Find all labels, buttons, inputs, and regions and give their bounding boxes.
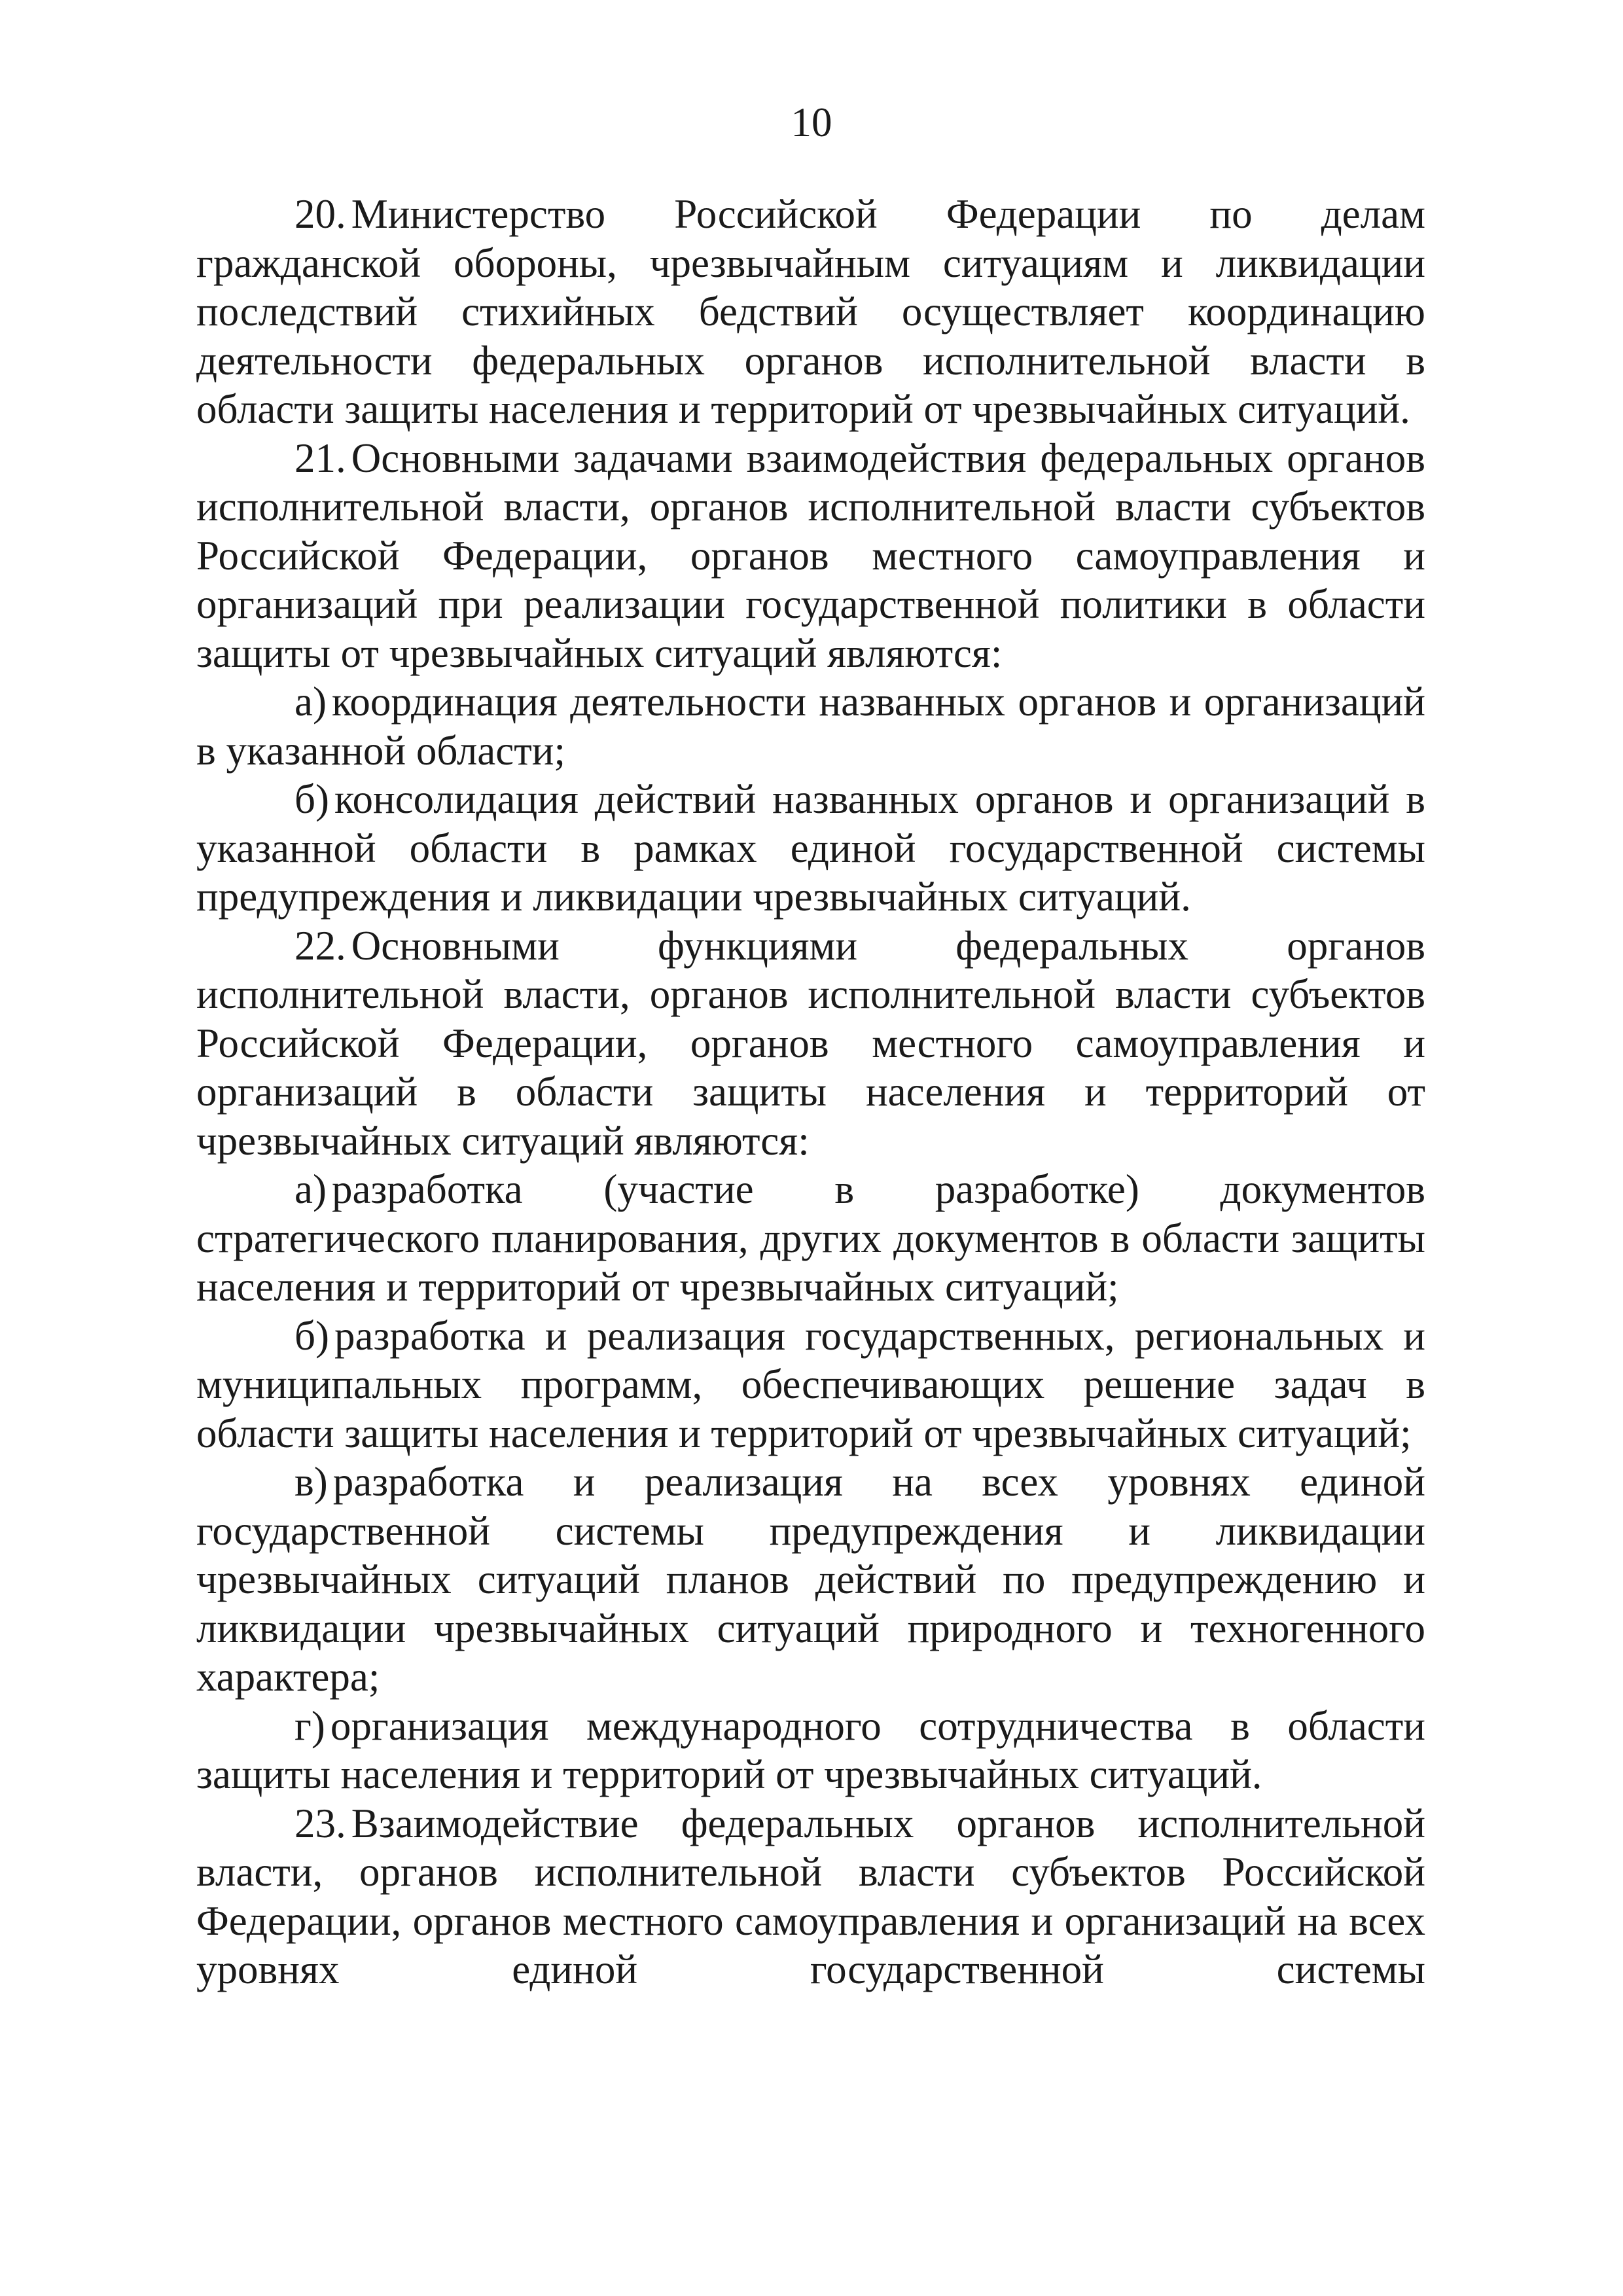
paragraph-text: Основными функциями федеральных органов исполнительной власти, органов исполнительной власти субъектов Российской Федерации, органов местного самоуправления и организаций в области защиты населения и территорий от чрезвычайных ситуаций являются: bbox=[196, 922, 1425, 1164]
list-item-22d bbox=[196, 1702, 1425, 1799]
list-item-text: координация деятельности названных органов и организаций в указанной области; bbox=[196, 679, 1425, 774]
paragraph-22 bbox=[196, 922, 1425, 1166]
list-item-label: в) bbox=[294, 1459, 328, 1505]
paragraph-21 bbox=[196, 434, 1425, 678]
paragraph-text: Основными задачами взаимодействия федеральных органов исполнительной власти, органов исполнительной власти субъектов Российской Федерации, органов местного самоуправления и организаций при реализации государственной политики в области защиты от чрезвычайных ситуаций являются: bbox=[196, 435, 1425, 676]
list-item-label: а) bbox=[294, 1166, 327, 1212]
list-item-21b bbox=[196, 775, 1425, 922]
list-item-21a bbox=[196, 677, 1425, 775]
list-item-text: организация международного сотрудничества в области защиты населения и территорий от чрезвычайных ситуаций. bbox=[196, 1702, 1425, 1797]
list-item-label: б) bbox=[294, 776, 330, 822]
paragraph-label: 20. bbox=[294, 191, 346, 237]
list-item-text: разработка (участие в разработке) документов стратегического планирования, других документов в области защиты населения и территорий от чрезвычайных ситуаций; bbox=[196, 1166, 1425, 1310]
page-number: 10 bbox=[791, 99, 832, 145]
list-item-label: г) bbox=[294, 1702, 325, 1749]
paragraph-20 bbox=[196, 190, 1425, 434]
list-item-22b bbox=[196, 1312, 1425, 1458]
document-body bbox=[196, 190, 1425, 1994]
list-item-label: б) bbox=[294, 1312, 330, 1359]
paragraph-label: 21. bbox=[294, 435, 346, 481]
list-item-22a bbox=[196, 1165, 1425, 1312]
list-item-label: а) bbox=[294, 679, 327, 725]
list-item-text: консолидация действий названных органов и организаций в указанной области в рамках единой государственной системы предупреждения и ликвидации чрезвычайных ситуаций. bbox=[196, 776, 1425, 920]
list-item-text: разработка и реализация государственных, региональных и муниципальных программ, обеспечивающих решение задач в области защиты населения и территорий от чрезвычайных ситуаций; bbox=[196, 1312, 1425, 1456]
paragraph-text: Взаимодействие федеральных органов исполнительной власти, органов исполнительной власти субъектов Российской Федерации, органов местного самоуправления и организаций на всех уровнях единой государственной системы bbox=[196, 1800, 1425, 1992]
paragraph-23 bbox=[196, 1799, 1425, 1994]
list-item-22c bbox=[196, 1458, 1425, 1702]
paragraph-label: 23. bbox=[294, 1800, 346, 1846]
list-item-text: разработка и реализация на всех уровнях единой государственной системы предупреждения и ликвидации чрезвычайных ситуаций планов действий по предупреждению и ликвидации чрезвычайных ситуаций природного и техногенного характера; bbox=[196, 1459, 1425, 1700]
paragraph-text: Министерство Российской Федерации по делам гражданской обороны, чрезвычайным ситуациям и ликвидации последствий стихийных бедствий осуществляет координацию деятельности федеральных органов исполнительной власти в области защиты населения и территорий от чрезвычайных ситуаций. bbox=[196, 191, 1425, 432]
paragraph-label: 22. bbox=[294, 922, 346, 969]
